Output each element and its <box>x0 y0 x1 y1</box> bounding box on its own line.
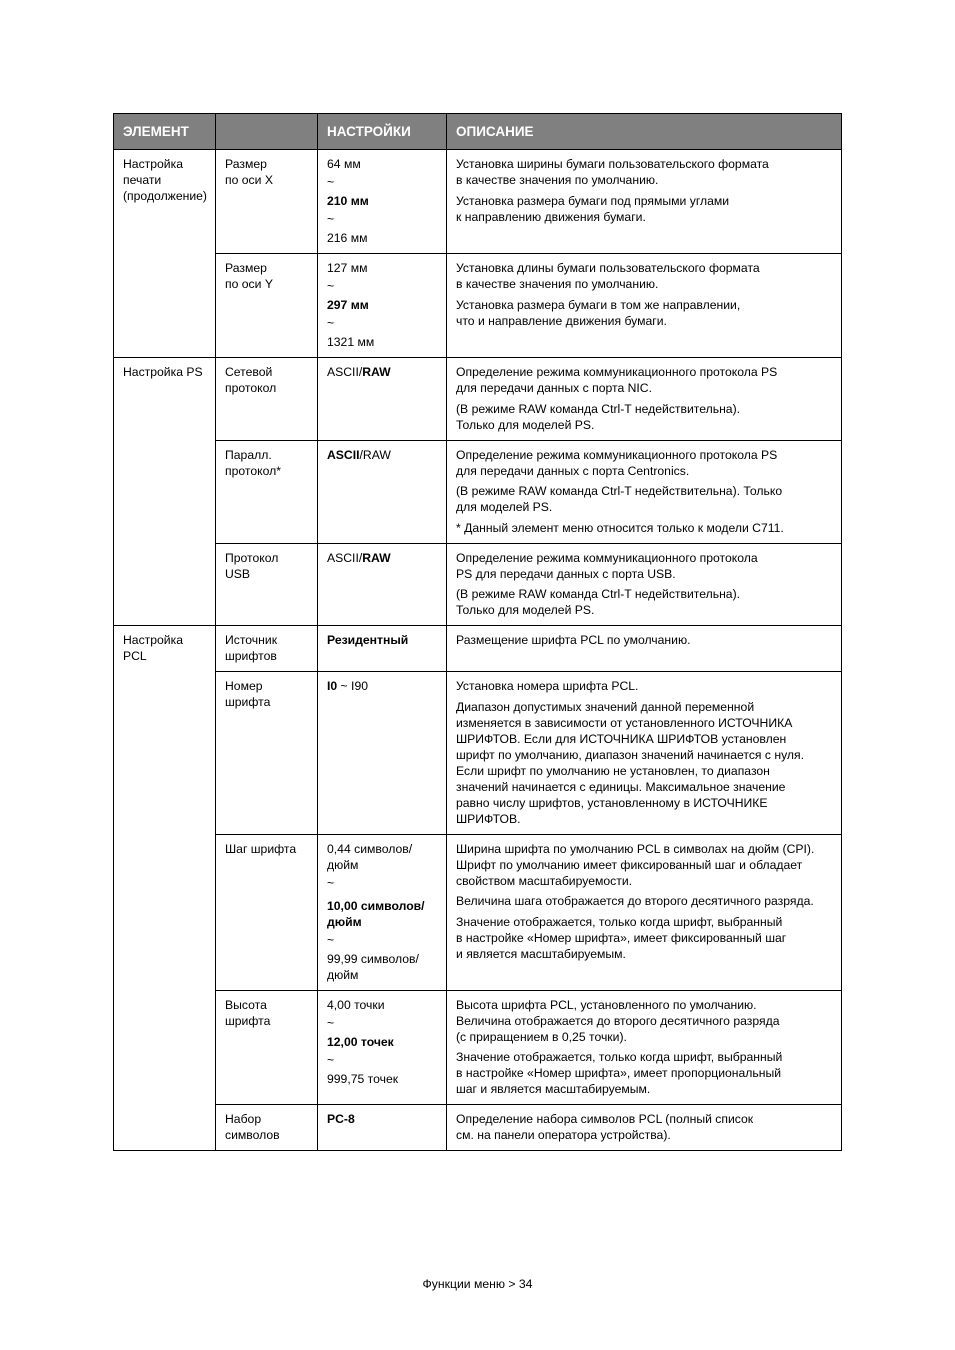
setting-value: 4,00 точки <box>327 997 385 1012</box>
setting-value-part: I0 <box>327 679 338 693</box>
setting-value: ~ <box>327 316 335 330</box>
description-paragraph: Размещение шрифта PCL по умолчанию. <box>456 633 691 647</box>
setting-value: 99,99 символов/ дюйм <box>327 951 419 982</box>
description-cell <box>447 440 842 543</box>
setting-value: 12,00 точек <box>327 1034 394 1049</box>
setting-value-part: RAW <box>362 447 391 462</box>
description-paragraph: Установка номера шрифта PCL. <box>456 679 639 693</box>
item-name-cell: Размер по оси Y <box>216 254 318 358</box>
description-paragraph: Определение режима коммуникационного протокола PS для передачи данных с порта NIC. <box>456 365 778 395</box>
settings-cell <box>318 254 447 358</box>
table-row <box>114 626 842 672</box>
description-paragraph: Определение режима коммуникационного протокола PS для передачи данных с порта Centronics. <box>456 447 778 478</box>
description-cell <box>447 990 842 1105</box>
description-paragraph: Значение отображается, только когда шрифт, выбранный в настройке «Номер шрифта», имеет пропорциональный шаг и является масштабируемым. <box>456 1050 783 1096</box>
settings-cell <box>318 440 447 543</box>
setting-value: 0,44 символов/ дюйм <box>327 841 413 872</box>
item-name-cell: Источник шрифтов <box>216 626 318 672</box>
description-cell <box>447 626 842 672</box>
setting-value <box>327 447 437 463</box>
item-name-cell: Размер по оси X <box>216 150 318 254</box>
setting-value-part: RAW <box>362 365 391 379</box>
settings-cell <box>318 150 447 254</box>
element-group-cell: Настройка PCL <box>114 626 216 1151</box>
setting-value: ~ <box>327 212 335 226</box>
setting-value-part: / <box>358 550 363 565</box>
description-paragraph: Определение режима коммуникационного протокола PS для передачи данных с порта USB. <box>456 550 758 581</box>
settings-cell <box>318 358 447 441</box>
description-cell <box>447 358 842 441</box>
item-name-cell: Протокол USB <box>216 543 318 626</box>
setting-value: 64 мм <box>327 157 361 171</box>
description-paragraph: Определение набора символов PCL (полный список см. на панели оператора устройства). <box>456 1112 754 1142</box>
header-description: ОПИСАНИЕ <box>447 114 842 150</box>
item-name-cell: Шаг шрифта <box>216 834 318 990</box>
description-cell <box>447 1105 842 1151</box>
setting-value: 216 мм <box>327 231 368 245</box>
setting-value: Резидентный <box>327 633 409 647</box>
item-name-cell: Номер шрифта <box>216 672 318 835</box>
table-row <box>114 990 842 1105</box>
setting-value: 127 мм <box>327 261 368 275</box>
header-subelement <box>216 114 318 150</box>
description-paragraph: Величина шага отображается до второго десятичного разряда. <box>456 894 814 908</box>
item-name-cell: Паралл. протокол* <box>216 440 318 543</box>
table-row <box>114 150 842 254</box>
description-paragraph: Установка ширины бумаги пользовательского формата в качестве значения по умолчанию. <box>456 157 769 187</box>
description-paragraph: Установка длины бумаги пользовательского формата в качестве значения по умолчанию. <box>456 261 760 291</box>
item-name-cell: Набор символов <box>216 1105 318 1151</box>
setting-value <box>327 364 437 380</box>
setting-value: ~ <box>327 279 335 293</box>
description-cell <box>447 254 842 358</box>
element-group-cell: Настройка PS <box>114 358 216 626</box>
description-paragraph: (В режиме RAW команда Ctrl-T недействительна). Только для моделей PS. <box>456 587 741 617</box>
table-row <box>114 254 842 358</box>
setting-value: ~ <box>327 932 335 947</box>
description-cell <box>447 672 842 835</box>
settings-cell <box>318 543 447 626</box>
header-settings: НАСТРОЙКИ <box>318 114 447 150</box>
setting-value: 999,75 точек <box>327 1071 399 1086</box>
setting-value <box>327 550 437 566</box>
settings-cell <box>318 1105 447 1151</box>
setting-value <box>327 678 437 694</box>
setting-value-part: ASCII <box>327 550 359 565</box>
settings-cell <box>318 672 447 835</box>
description-paragraph: Значение отображается, только когда шрифт, выбранный в настройке «Номер шрифта», имеет фиксированный шаг и является масштабируемым. <box>456 914 787 961</box>
menu-settings-table <box>113 113 842 1151</box>
setting-value: 297 мм <box>327 298 369 312</box>
setting-value-part: ~ I90 <box>337 679 369 693</box>
setting-value: ~ <box>327 1015 335 1030</box>
element-group-cell: Настройка печати (продолжение) <box>114 150 216 358</box>
settings-cell <box>318 626 447 672</box>
setting-value-part: RAW <box>362 550 391 565</box>
setting-value: 10,00 символов/ дюйм <box>327 898 425 929</box>
page-footer: Функции меню > 34 <box>422 1277 533 1291</box>
description-paragraph: Диапазон допустимых значений данной переменной изменяется в зависимости от установленного ИСТОЧНИКА ШРИФТОВ. Если для ИСТОЧНИКА ШРИФТОВ установлен шрифт по умолчанию, диапазон значений начинается с нуля. Если шрифт по умолчанию не установлен, то диапазон значений начинается с единицы. Максимальное значение равно числу шрифтов, установленному в ИСТОЧНИКЕ ШРИФТОВ. <box>456 699 805 826</box>
table-row <box>114 543 842 626</box>
table-row <box>114 672 842 835</box>
description-paragraph: Ширина шрифта по умолчанию PCL в символах на дюйм (CPI). Шрифт по умолчанию имеет фиксированный шаг и обладает свойством масштабируемости. <box>456 841 815 888</box>
table-row <box>114 1105 842 1151</box>
header-element: ЭЛЕМЕНТ <box>114 114 216 150</box>
settings-cell <box>318 990 447 1105</box>
setting-value: 1321 мм <box>327 335 375 349</box>
description-paragraph: * Данный элемент меню относится только к модели C711. <box>456 520 784 535</box>
setting-value-part: ASCII <box>327 365 359 379</box>
setting-value: 210 мм <box>327 194 369 208</box>
setting-value: ~ <box>327 175 335 189</box>
setting-value: ~ <box>327 875 335 890</box>
description-cell <box>447 543 842 626</box>
description-paragraph: (В режиме RAW команда Ctrl-T недействительна). Только для моделей PS. <box>456 484 783 514</box>
setting-value-part: ASCII <box>327 447 360 462</box>
table-row <box>114 834 842 990</box>
setting-value: ~ <box>327 1052 335 1067</box>
description-cell <box>447 150 842 254</box>
table-row <box>114 358 842 441</box>
description-paragraph: (В режиме RAW команда Ctrl-T недействительна). Только для моделей PS. <box>456 401 741 432</box>
table-row <box>114 440 842 543</box>
table-header-row <box>114 114 842 150</box>
setting-value-part: / <box>359 447 363 462</box>
settings-cell <box>318 834 447 990</box>
item-name-cell: Сетевой протокол <box>216 358 318 441</box>
description-cell <box>447 834 842 990</box>
description-paragraph: Установка размера бумаги в том же направлении, что и направление движения бумаги. <box>456 297 741 328</box>
setting-value-part: / <box>358 365 363 379</box>
item-name-cell: Высота шрифта <box>216 990 318 1105</box>
description-paragraph: Высота шрифта PCL, установленного по умолчанию. Величина отображается до второго десятичного разряда (с приращением в 0,25 точки). <box>456 997 780 1044</box>
description-paragraph: Установка размера бумаги под прямыми углами к направлению движения бумаги. <box>456 193 730 224</box>
setting-value: PC-8 <box>327 1112 355 1126</box>
